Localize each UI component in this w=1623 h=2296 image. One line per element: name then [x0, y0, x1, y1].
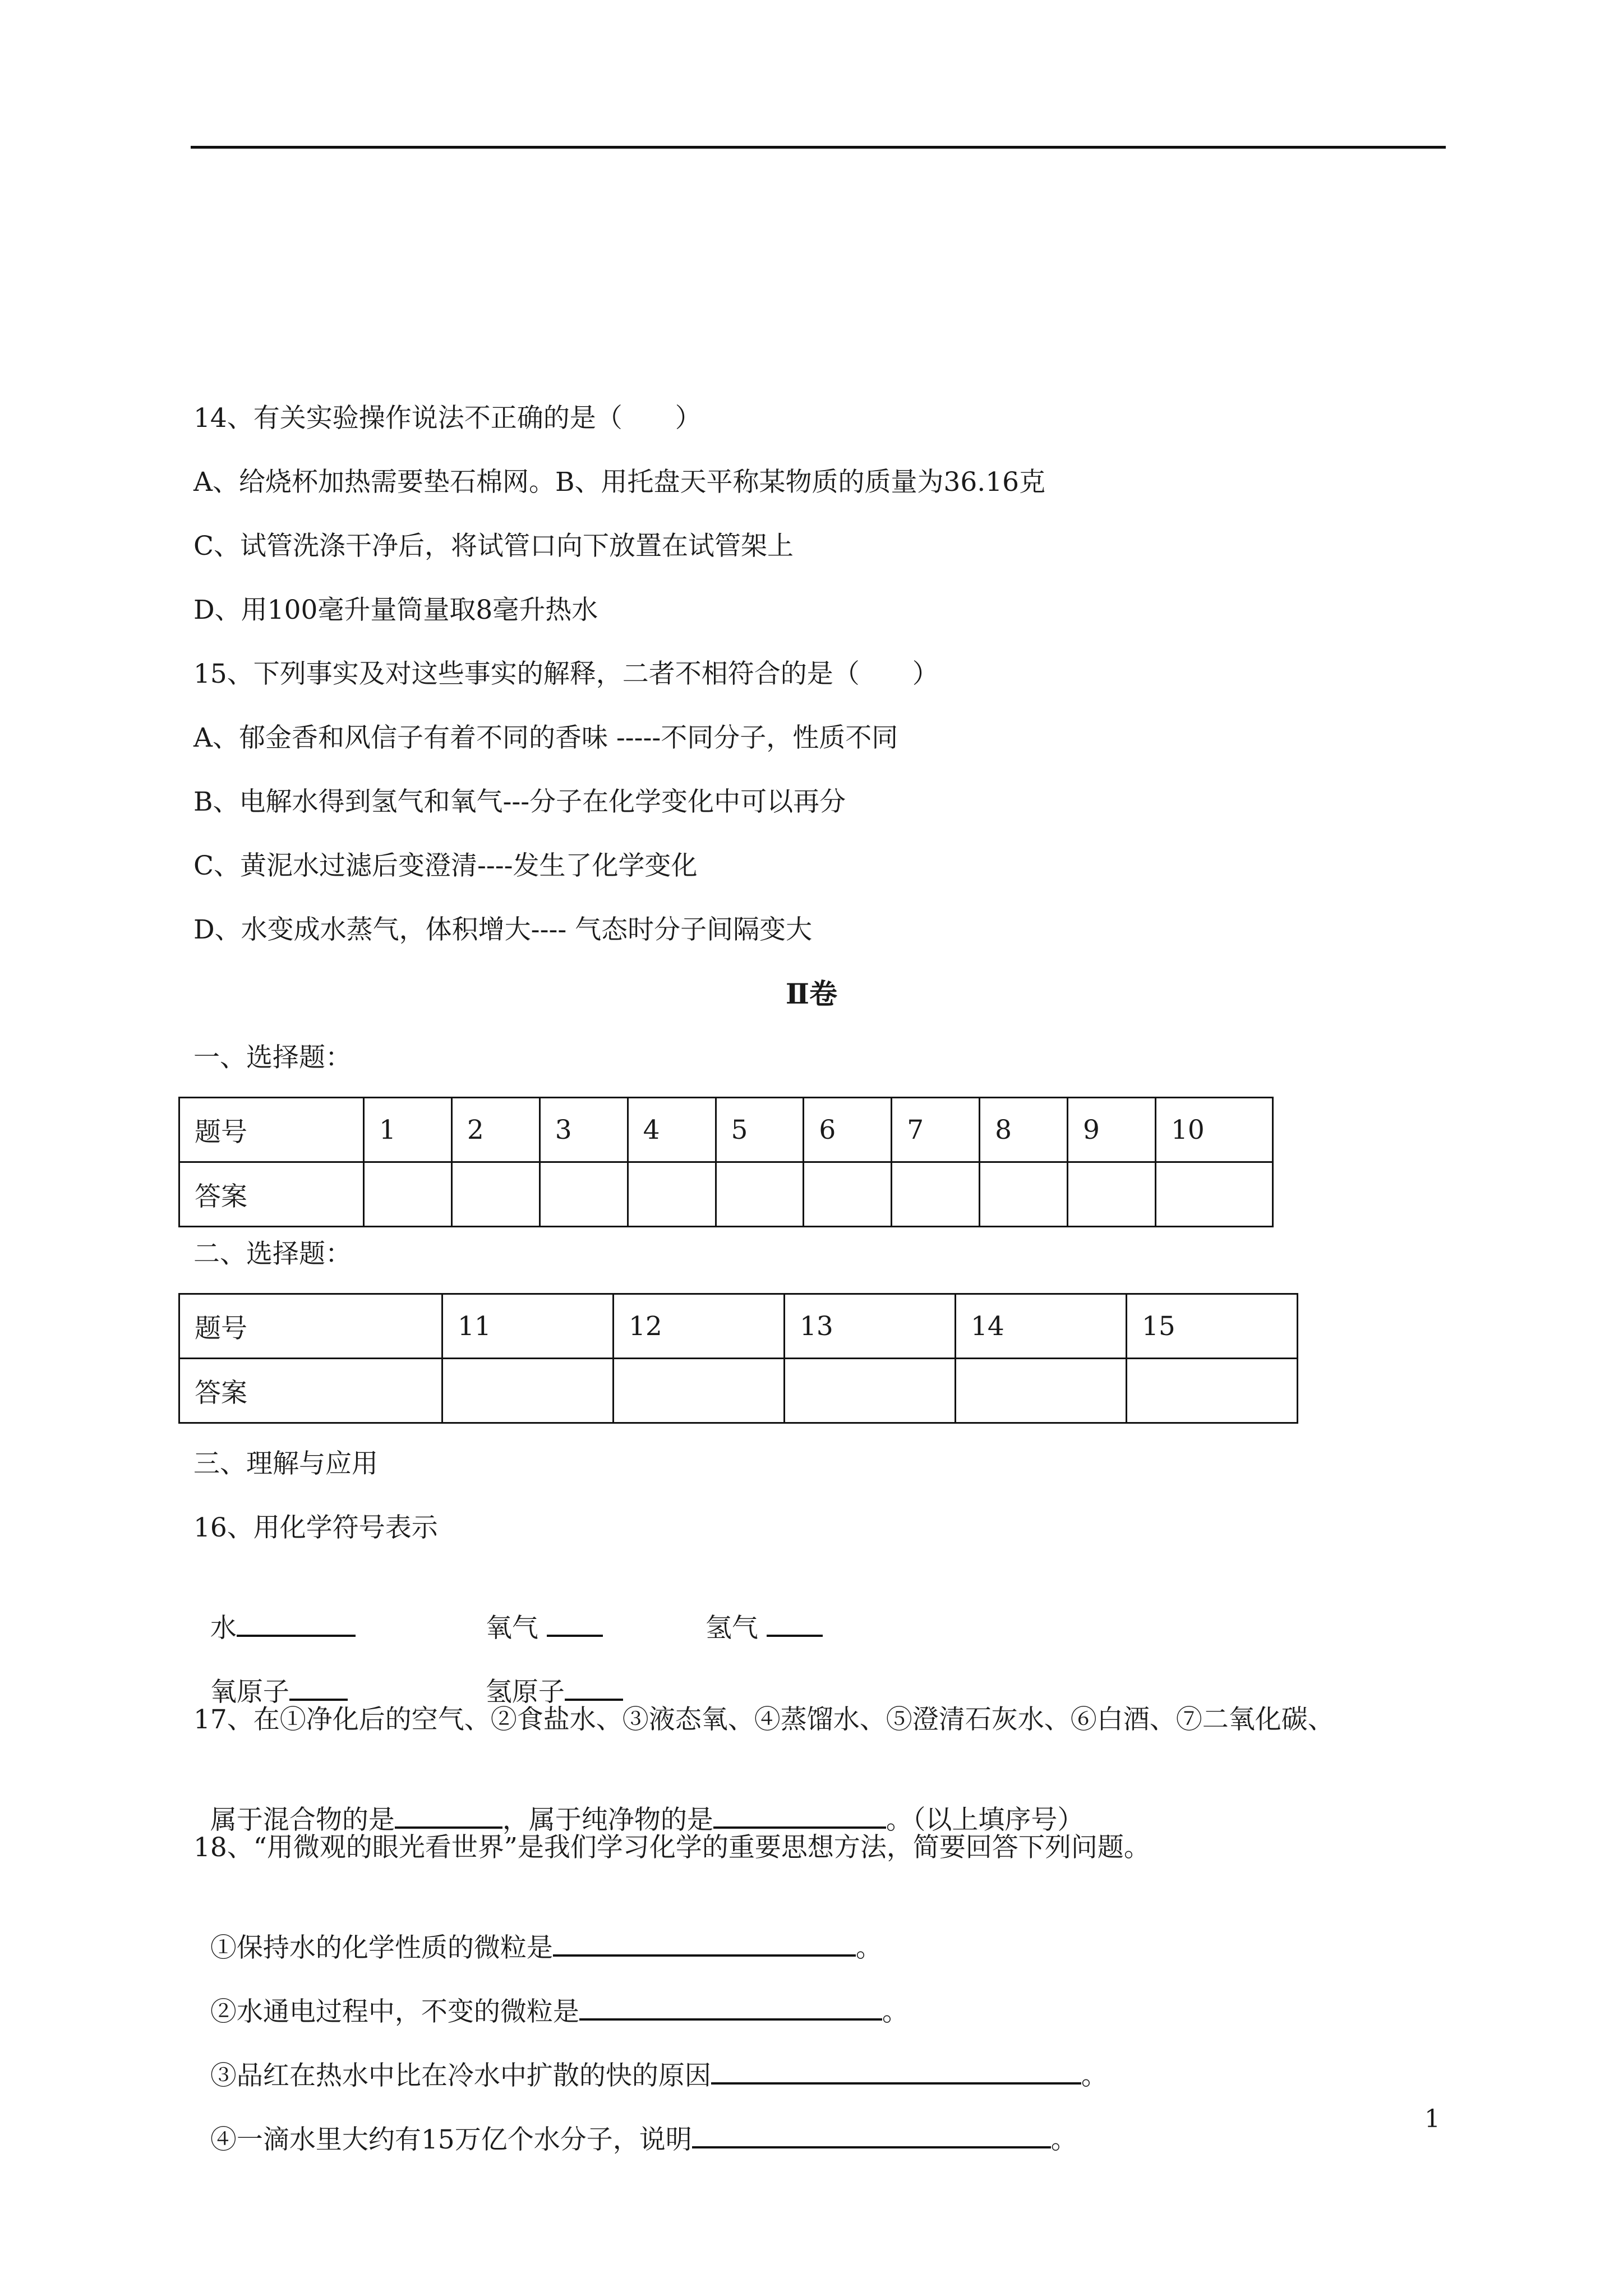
- question-15-option-a: A、郁金香和风信子有着不同的香味 -----不同分子，性质不同: [193, 723, 898, 753]
- answer-cell[interactable]: [804, 1162, 892, 1227]
- q16-hydrogen-atom-label: 氢原子: [485, 1677, 565, 1708]
- q17-mixture-label: 属于混合物的是: [210, 1805, 395, 1835]
- question-14-stem: 14、有关实验操作说法不正确的是（ ）: [193, 403, 702, 434]
- q18-item-3-blank[interactable]: [711, 2056, 1081, 2085]
- question-number-cell: 13: [785, 1294, 956, 1359]
- table-row: [179, 1098, 1273, 1162]
- header-rule: [191, 146, 1446, 149]
- q16-water-field: [193, 1575, 356, 1645]
- question-15-option-b: B、电解水得到氢气和氧气---分子在化学变化中可以再分: [193, 786, 846, 817]
- answer-cell[interactable]: [451, 1162, 540, 1227]
- q18-item-1: [193, 1895, 882, 1965]
- q18-item-2-label: ②水通电过程中，不变的微粒是: [210, 1996, 579, 2027]
- question-18-stem: 18、“用微观的眼光看世界”是我们学习化学的重要思想方法，简要回答下列问题。: [193, 1832, 1150, 1863]
- q17-pure-label: ，属于纯净物的是: [502, 1805, 713, 1835]
- question-number-cell: 3: [540, 1098, 628, 1162]
- question-number-cell: 8: [980, 1098, 1068, 1162]
- q16-oxygen-atom-field: [193, 1639, 348, 1709]
- answer-cell[interactable]: [364, 1162, 452, 1227]
- answer-cell[interactable]: [614, 1359, 785, 1423]
- question-15-option-c: C、黄泥水过滤后变澄清----发生了化学变化: [193, 850, 698, 881]
- question-number-cell: 4: [628, 1098, 716, 1162]
- q16-oxygen-gas-blank[interactable]: [547, 1609, 603, 1637]
- answer-cell[interactable]: [1127, 1359, 1298, 1423]
- question-14-option-d: D、用100毫升量筒量取8毫升热水: [193, 595, 598, 625]
- q17-pure-blank[interactable]: [713, 1801, 886, 1829]
- q17-note: 。（以上填序号）: [886, 1805, 1084, 1835]
- question-number-cell: 9: [1068, 1098, 1156, 1162]
- section-title: Ⅱ卷: [785, 977, 838, 1010]
- q16-oxygen-atom-blank[interactable]: [289, 1673, 348, 1701]
- question-14-option-a-b: A、给烧杯加热需要垫石棉网。B、用托盘天平称某物质的质量为36.16克: [193, 467, 1046, 498]
- q18-item-4-label: ④一滴水里大约有15万亿个水分子，说明: [210, 2124, 692, 2155]
- question-number-cell: 5: [716, 1098, 804, 1162]
- q18-item-4-blank[interactable]: [692, 2120, 1051, 2148]
- q16-water-label: 水: [210, 1613, 237, 1644]
- question-number-cell: 7: [892, 1098, 980, 1162]
- answer-table-1: [178, 1097, 1274, 1227]
- answer-cell[interactable]: [785, 1359, 956, 1423]
- question-14-option-c: C、试管洗涤干净后，将试管口向下放置在试管架上: [193, 531, 794, 562]
- q18-item-4-end: 。: [1050, 2124, 1077, 2155]
- answer-cell[interactable]: [892, 1162, 980, 1227]
- question-17-line-1: 17、在①净化后的空气、②食盐水、③液态氧、④蒸馏水、⑤澄清石灰水、⑥白酒、⑦二氧化碳、: [193, 1704, 1334, 1735]
- answer-cell[interactable]: [540, 1162, 628, 1227]
- q16-hydrogen-gas-label: 氢气: [705, 1613, 758, 1644]
- answer-cell[interactable]: [442, 1359, 614, 1423]
- table-header-cell: 题号: [179, 1098, 364, 1162]
- part-3-heading: 三、理解与应用: [193, 1448, 378, 1479]
- question-number-cell: 11: [442, 1294, 614, 1359]
- question-number-cell: 14: [956, 1294, 1127, 1359]
- table-header-cell: 答案: [179, 1162, 364, 1227]
- part-1-heading: 一、选择题：: [193, 1042, 352, 1073]
- q16-hydrogen-atom-field: [469, 1639, 623, 1709]
- answer-table-2: [178, 1293, 1298, 1424]
- question-16-stem: 16、用化学符号表示: [193, 1512, 438, 1543]
- page-number: 1: [1424, 2105, 1440, 2133]
- answer-cell[interactable]: [1068, 1162, 1156, 1227]
- table-row: [179, 1359, 1298, 1423]
- table-header-cell: 答案: [179, 1359, 442, 1423]
- answer-cell[interactable]: [1156, 1162, 1273, 1227]
- question-number-cell: 12: [614, 1294, 785, 1359]
- q18-item-1-label: ①保持水的化学性质的微粒是: [210, 1932, 553, 1963]
- q17-mixture-blank[interactable]: [395, 1801, 502, 1829]
- q16-oxygen-gas-label: 氧气: [485, 1613, 538, 1644]
- table-row: [179, 1162, 1273, 1227]
- question-number-cell: 1: [364, 1098, 452, 1162]
- question-number-cell: 10: [1156, 1098, 1273, 1162]
- q16-hydrogen-atom-blank[interactable]: [565, 1673, 623, 1701]
- question-number-cell: 15: [1127, 1294, 1298, 1359]
- question-15-stem: 15、下列事实及对这些事实的解释，二者不相符合的是（ ）: [193, 659, 939, 689]
- q16-water-blank[interactable]: [237, 1609, 356, 1637]
- q18-item-3: [193, 2023, 1108, 2093]
- q16-hydrogen-gas-blank[interactable]: [767, 1609, 823, 1637]
- table-row: [179, 1294, 1298, 1359]
- table-header-cell: 题号: [179, 1294, 442, 1359]
- answer-cell[interactable]: [980, 1162, 1068, 1227]
- q18-item-2: [193, 1959, 909, 2029]
- q18-item-3-end: 。: [1081, 2060, 1108, 2091]
- q16-oxygen-gas-field: [469, 1575, 603, 1645]
- q18-item-3-label: ③品红在热水中比在冷水中扩散的快的原因: [210, 2060, 711, 2091]
- q18-item-2-end: 。: [882, 1996, 909, 2027]
- q16-hydrogen-gas-field: [689, 1575, 823, 1645]
- q16-oxygen-atom-label: 氧原子: [210, 1677, 289, 1708]
- answer-cell[interactable]: [628, 1162, 716, 1227]
- q18-item-2-blank[interactable]: [579, 1993, 882, 2021]
- answer-cell[interactable]: [716, 1162, 804, 1227]
- answer-cell[interactable]: [956, 1359, 1127, 1423]
- question-number-cell: 2: [451, 1098, 540, 1162]
- question-number-cell: 6: [804, 1098, 892, 1162]
- q18-item-4: [193, 2087, 1077, 2157]
- question-15-option-d: D、水变成水蒸气，体积增大---- 气态时分子间隔变大: [193, 914, 813, 945]
- q18-item-1-blank[interactable]: [553, 1929, 856, 1957]
- q18-item-1-end: 。: [855, 1932, 882, 1963]
- part-2-heading: 二、选择题：: [193, 1239, 352, 1269]
- question-17-line-2: [193, 1767, 1083, 1837]
